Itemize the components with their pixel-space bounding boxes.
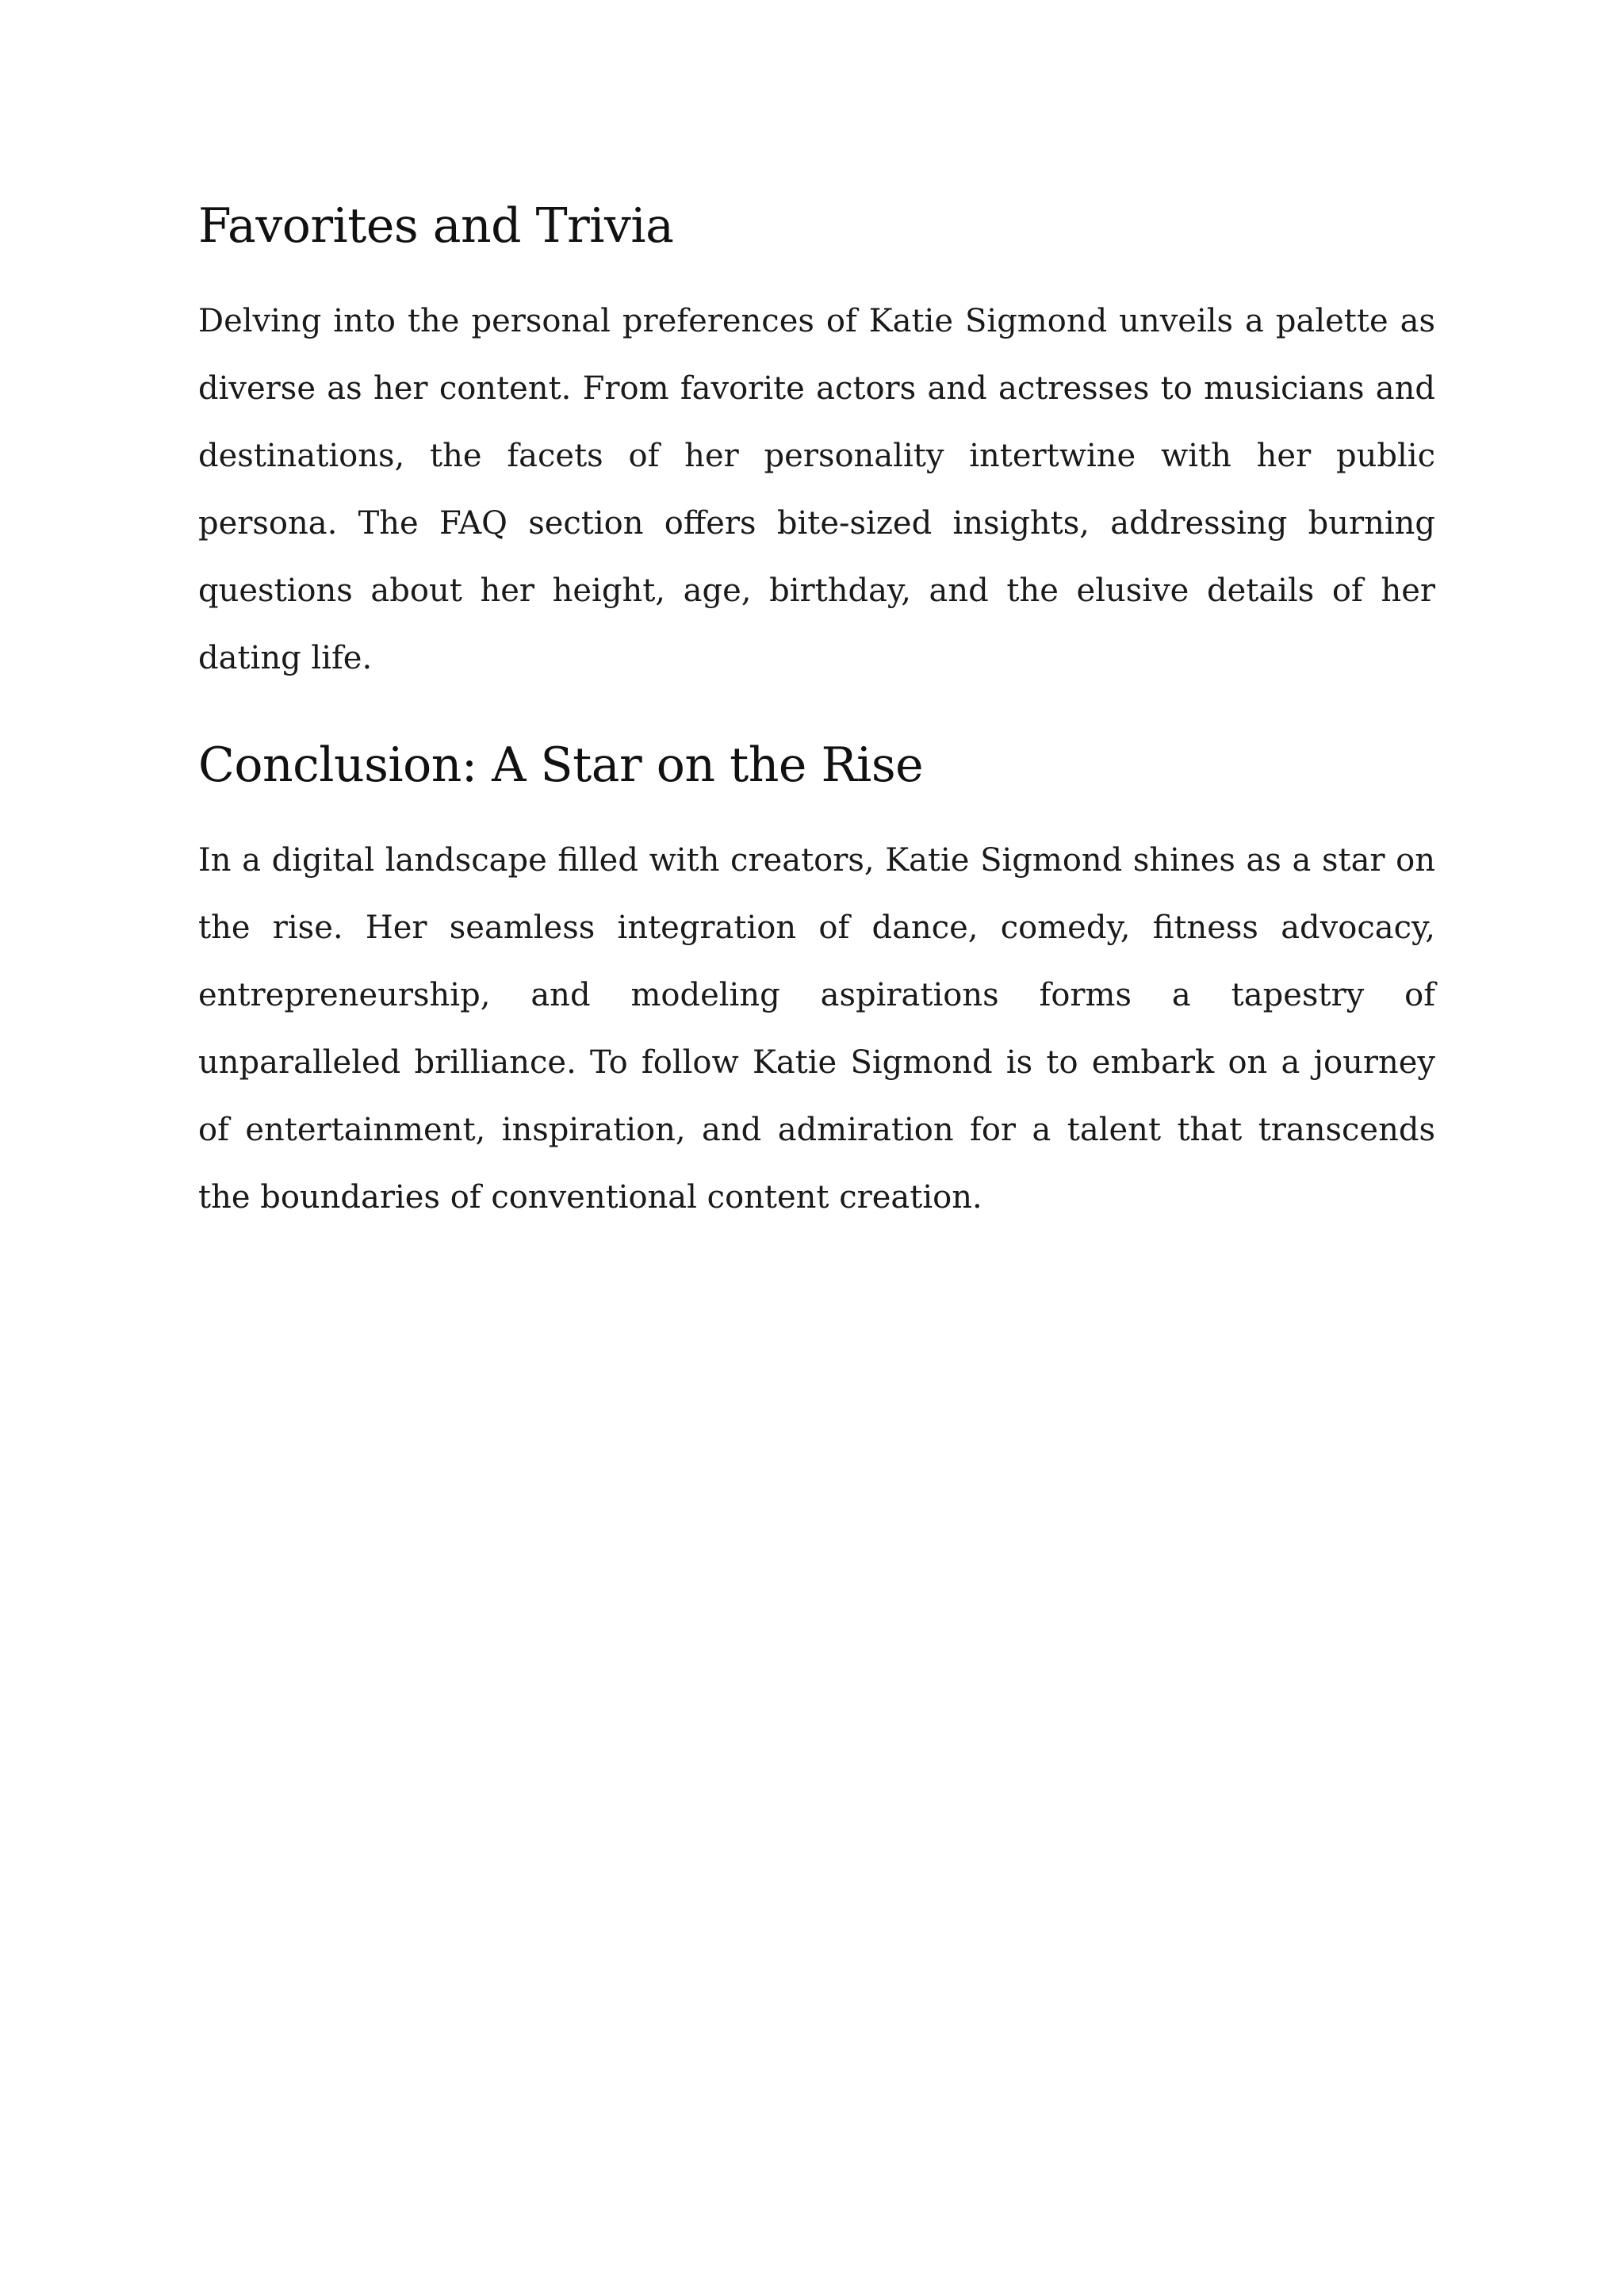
section-paragraph-conclusion: In a digital landscape filled with creators, Katie Sigmond shines as a star on the rise. Her seamless integration of dance, comedy, fitness advocacy, entrepreneurship, and modeling aspirations forms a tapestry of unparalleled brilliance. To follow Katie Sigmond is to embark on a journey of entertainment, inspiration, and admiration for a talent that transcends the boundaries of conventional content creation.	[198, 842, 1435, 1216]
section-heading-favorites-trivia: Favorites and Trivia	[198, 198, 674, 254]
section-heading-conclusion: Conclusion: A Star on the Rise	[198, 737, 924, 793]
section-paragraph-favorites-trivia: Delving into the personal preferences of Katie Sigmond unveils a palette as diverse as her content. From favorite actors and actresses to musicians and destinations, the facets of her personality intertwine with her public persona. The FAQ section offers bite-sized insights, addressing burning questions about her height, age, birthday, and the elusive details of her dating life.	[198, 303, 1435, 676]
